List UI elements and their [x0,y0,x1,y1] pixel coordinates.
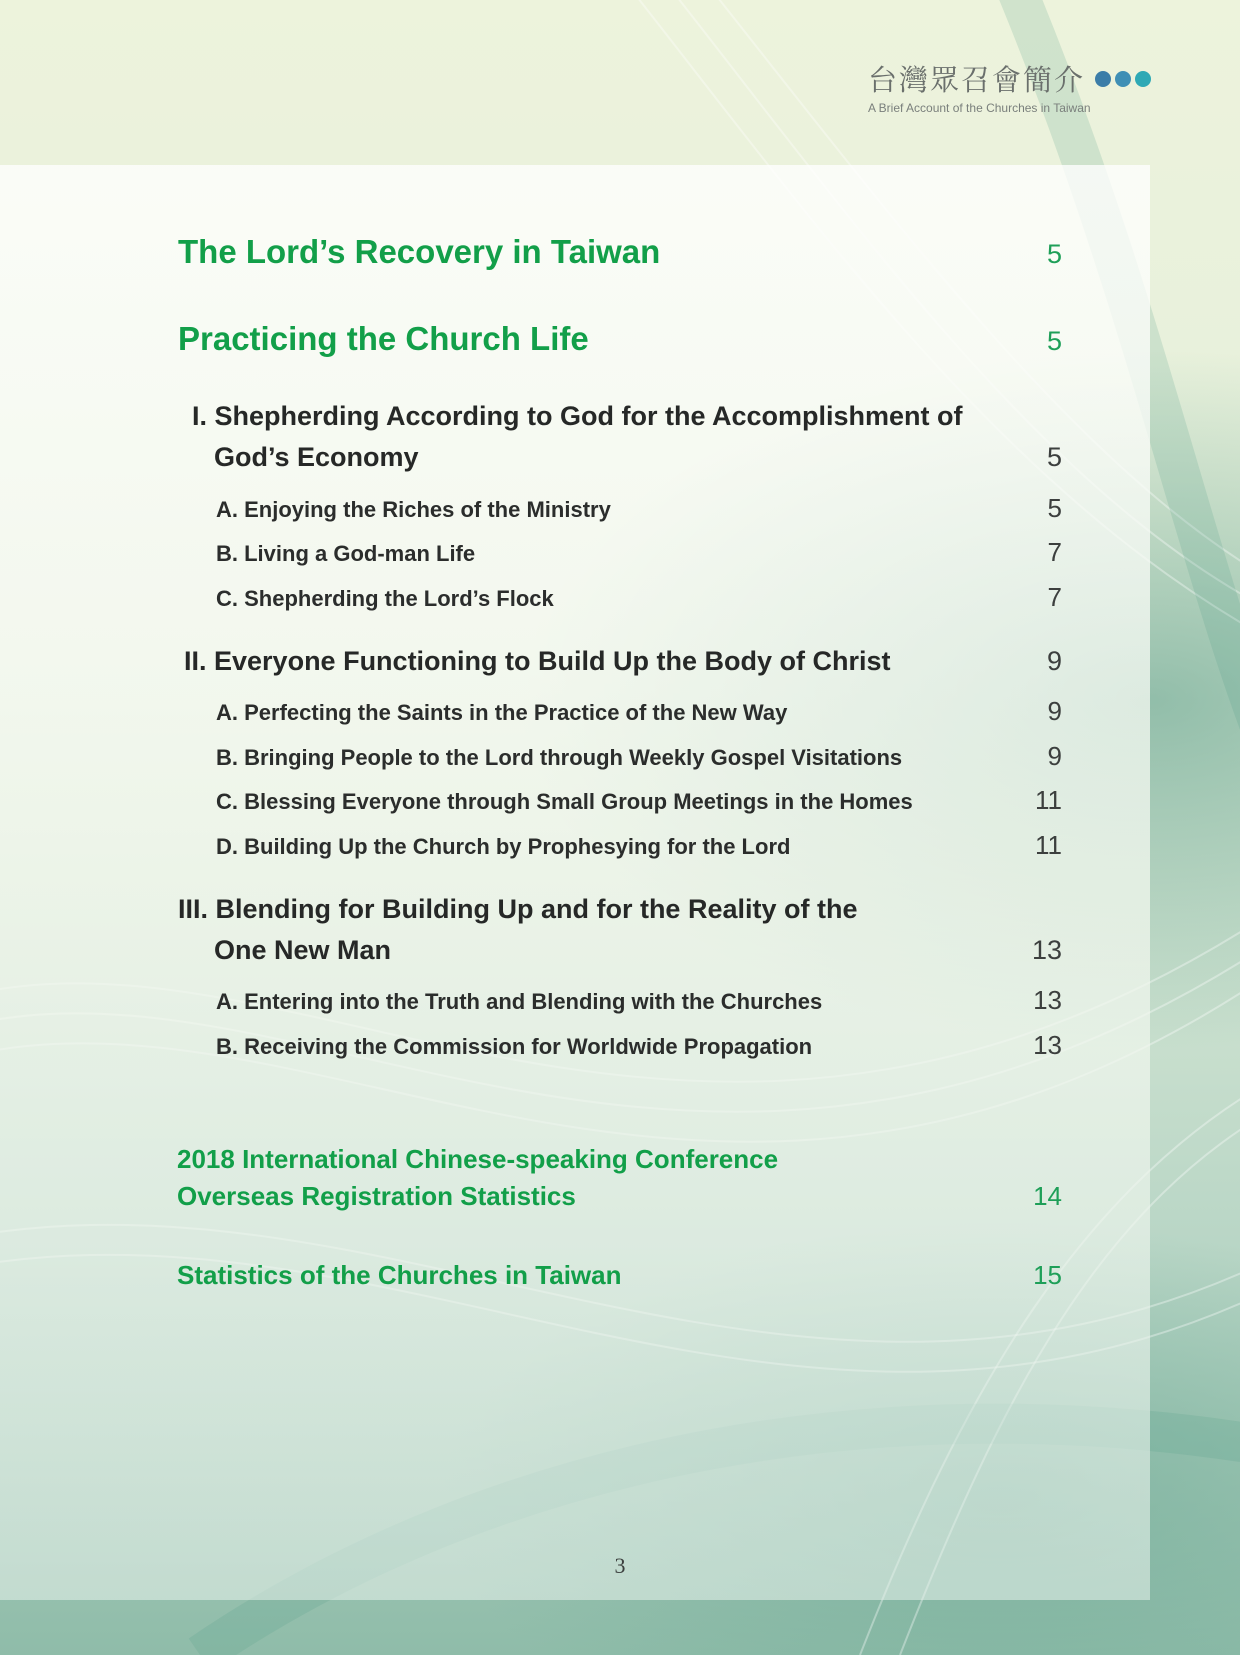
dot-icon [1115,71,1131,87]
toc-page-number: 7 [1047,582,1062,612]
toc-page-number: 7 [1047,537,1062,567]
header-title-chinese: 台灣眾召會簡介 [868,63,1086,97]
toc-page-number: 15 [1033,1260,1062,1290]
toc-item-label: A. Enjoying the Riches of the Ministry [216,497,611,522]
toc-item-label: B. Living a God-man Life [216,541,476,566]
toc-section-title-cont: God’s Economy [214,442,419,472]
toc-item-label: C. Blessing Everyone through Small Group Meetings in the Homes [216,789,913,814]
toc-appendix-title: 2018 International Chinese-speaking Conference [177,1144,779,1174]
toc-section-title: II. Everyone Functioning to Build Up the Body of Christ [184,646,891,676]
toc-page-number: 13 [1033,1030,1062,1060]
toc-item-label: D. Building Up the Church by Prophesying for the Lord [216,834,791,859]
header-subtitle: A Brief Account of the Churches in Taiwan [868,101,1091,115]
toc-main-title: Practicing the Church Life [178,320,589,357]
toc-appendix-title: Statistics of the Churches in Taiwan [177,1260,622,1290]
toc-item-label: C. Shepherding the Lord’s Flock [216,586,554,611]
toc-page-number: 5 [1046,442,1062,472]
toc-item-label: A. Perfecting the Saints in the Practice of the New Way [216,700,788,725]
toc-page-number: 11 [1035,830,1062,860]
toc-page-number: 5 [1047,493,1062,523]
toc-item-label: B. Bringing People to the Lord through Weekly Gospel Visitations [216,745,903,770]
toc-page-number: 5 [1046,239,1062,269]
toc-page-number: 9 [1046,646,1062,676]
table-of-contents [0,165,1150,1600]
toc-page-number: 14 [1033,1181,1062,1211]
toc-item-label: B. Receiving the Commission for Worldwide Propagation [216,1034,813,1059]
toc-page-number: 13 [1031,935,1062,965]
toc-page-number: 13 [1033,985,1062,1015]
toc-section-title: III. Blending for Building Up and for the Reality of the [178,894,858,924]
header [868,58,1193,115]
header-dots [1095,71,1151,87]
page-number: 3 [614,1553,626,1578]
toc-section-title: I. Shepherding According to God for the Accomplishment of [192,401,963,431]
toc-page-number: 11 [1035,785,1062,815]
toc-main-title: The Lord’s Recovery in Taiwan [178,233,661,270]
toc-page-number: 9 [1047,696,1062,726]
toc-appendix-title-cont: Overseas Registration Statistics [177,1181,576,1211]
content-panel [0,165,1150,1600]
dot-icon [1095,71,1111,87]
toc-section-title-cont: One New Man [214,935,392,965]
toc-item-label: A. Entering into the Truth and Blending with the Churches [216,989,823,1014]
toc-page-number: 9 [1047,741,1062,771]
toc-page-number: 5 [1046,326,1062,356]
dot-icon [1135,71,1151,87]
